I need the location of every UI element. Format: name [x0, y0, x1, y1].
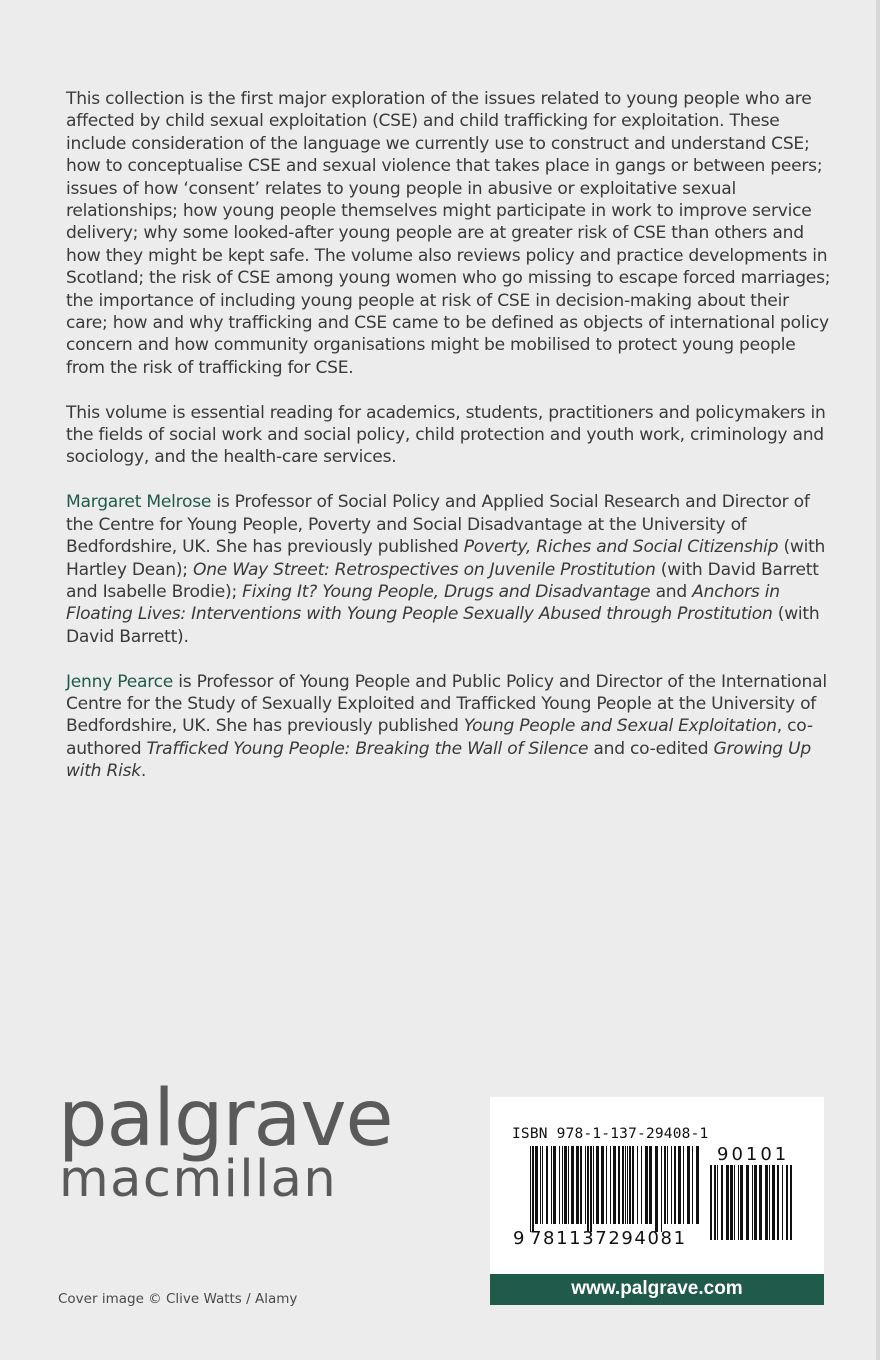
logo-line-palgrave: palgrave	[58, 1074, 393, 1164]
price-addon-digits: 90101	[717, 1144, 790, 1165]
page-edge	[876, 0, 880, 1360]
barcode-bar	[734, 1165, 735, 1240]
barcode-bar	[585, 1146, 586, 1224]
book-title: Trafficked Young People: Breaking the Wall of Silence	[146, 738, 589, 759]
barcode-bar	[532, 1146, 534, 1232]
book-title: One Way Street: Retrospectives on Juvenile Prostitution	[192, 559, 656, 580]
barcode-bar	[590, 1146, 592, 1232]
barcode-bar	[717, 1165, 718, 1240]
barcode-bar	[610, 1146, 611, 1224]
blurb-paragraph-1: This collection is the first major exploration of the issues related to young people who are affected by child sexual exploitation (CSE) and child trafficking for exploitation. These include consideration of the language we currently use to construct and understand CSE; how to conceptualise CSE and sexual violence that takes place in gangs or between peers; issues of how ‘consent’ relates to young people in abusive or exploitative sexual relationships; how young people themselves might participate in work to improve service delivery; why some looked-after young people are at greater risk of CSE than others and how they might be kept safe. The volume also reviews policy and practice developments in Scotland; the risk of CSE among young women who go missing to escape forced marriages; the importance of including young people at risk of CSE in decision-making about their care; how and why trafficking and CSE came to be defined as objects of international policy concern and how community organisations might be mobilised to protect young people from the risk of trafficking for CSE.	[66, 89, 831, 378]
bio-text: is Professor of Social Policy and Applied Social Research and Director of the Centre for Young People, Poverty and Social Disadvantage at the University of Bedfordshire, UK. She has previously published	[66, 492, 810, 558]
publisher-logo	[58, 1074, 393, 1209]
barcode-bar	[576, 1146, 579, 1224]
barcode-bar	[601, 1146, 604, 1224]
barcode-bar	[622, 1146, 624, 1224]
barcode-bar	[714, 1165, 716, 1240]
barcode-bar	[613, 1146, 616, 1224]
barcode-bar	[772, 1165, 775, 1240]
barcode-bar	[730, 1165, 733, 1240]
ean-digits: 781137294081	[530, 1228, 687, 1249]
barcode-bar	[696, 1146, 699, 1224]
book-title: Fixing It? Young People, Drugs and Disadvantage	[242, 581, 651, 602]
author-bio-melrose	[66, 491, 832, 648]
barcode-bar	[553, 1146, 556, 1224]
barcode-bar	[645, 1146, 648, 1224]
barcode-bar	[625, 1146, 626, 1224]
barcode-bar	[671, 1146, 672, 1224]
barcode-bar	[627, 1146, 628, 1224]
isbn-label: ISBN 978-1-137-29408-1	[512, 1126, 709, 1142]
author-bio-pearce	[66, 671, 832, 783]
publisher-website[interactable]: www.palgrave.com	[490, 1274, 824, 1305]
author-name: Margaret Melrose	[66, 492, 212, 513]
barcode-bar	[674, 1146, 676, 1224]
barcode-bar	[746, 1165, 749, 1240]
barcode-bar	[782, 1165, 783, 1240]
barcode-bar	[559, 1146, 560, 1224]
barcode-bar	[759, 1165, 762, 1240]
barcode-bar	[530, 1146, 531, 1232]
back-cover-text	[66, 88, 832, 805]
barcode-bar	[786, 1165, 788, 1240]
barcode-bar	[667, 1146, 668, 1224]
barcode-bar	[678, 1146, 681, 1224]
barcode-bar	[687, 1146, 690, 1224]
book-title: Growing Up with Risk	[66, 738, 811, 782]
barcode-bar	[661, 1146, 662, 1232]
book-title: Poverty, Riches and Social Citizenship	[463, 537, 779, 558]
isbn-barcode	[490, 1097, 824, 1274]
author-name: Jenny Pearce	[66, 671, 174, 692]
barcode-bar	[587, 1146, 589, 1232]
barcode-bar	[596, 1146, 599, 1224]
barcode-bar	[765, 1165, 768, 1240]
barcode-bar	[580, 1146, 582, 1224]
barcode-bar	[664, 1146, 666, 1224]
barcode-bar	[710, 1165, 712, 1240]
barcode-bar	[726, 1165, 729, 1240]
blurb-paragraph-2: This volume is essential reading for academics, students, practitioners and policymakers in the fields of social work and social policy, child protection and youth work, criminology and sociology, and the health-care services.	[66, 402, 826, 468]
barcode-bar	[683, 1146, 684, 1224]
bio-text: (with David Barrett).	[66, 604, 820, 647]
bio-text: , co-authored	[66, 716, 813, 759]
barcode-bar	[637, 1146, 638, 1224]
bio-text: (with David Barrett and Isabelle Brodie);	[66, 559, 819, 602]
barcode-bar	[632, 1146, 634, 1224]
book-title: Anchors in Floating Lives: Interventions with Young People Sexually Abused through Prostitution	[66, 581, 780, 625]
cover-image-credit: Cover image © Clive Watts / Alamy	[58, 1291, 298, 1307]
barcode-bar	[754, 1165, 757, 1240]
barcode-bar	[562, 1146, 563, 1224]
barcode-bar	[738, 1165, 739, 1240]
barcode-bar	[790, 1165, 792, 1240]
barcode-bar	[564, 1146, 567, 1224]
barcode-bar	[649, 1146, 652, 1224]
bio-text: and co-edited	[588, 738, 714, 759]
barcode-bar	[629, 1146, 631, 1224]
barcode-bar	[752, 1165, 753, 1240]
barcode-bar	[542, 1146, 543, 1224]
barcode-bar	[540, 1146, 541, 1224]
barcode-bar	[618, 1146, 620, 1224]
ean-first-digit: 9	[513, 1228, 525, 1249]
barcode-bar	[571, 1146, 574, 1224]
barcode-bar	[777, 1165, 779, 1240]
logo-line-macmillan: macmillan	[59, 1150, 338, 1209]
barcode-bar	[769, 1165, 770, 1240]
barcode-bar	[593, 1146, 594, 1224]
barcode-bar	[546, 1146, 548, 1224]
barcode-bar	[740, 1165, 743, 1240]
book-title: Young People and Sexual Exploitation	[463, 716, 777, 737]
barcode-bar	[655, 1146, 658, 1232]
barcode-bar	[568, 1146, 569, 1224]
bio-text: is Professor of Young People and Public Policy and Director of the International Centre for the Study of Sexually Exploited and Trafficked Young People at the University of Bedfordshire, UK. She has previously published	[66, 671, 827, 737]
barcode-bar	[641, 1146, 642, 1224]
bio-text: .	[140, 761, 147, 782]
bio-text: and	[650, 581, 693, 602]
bio-text: (with Hartley Dean);	[66, 537, 826, 580]
barcode-bar	[535, 1146, 538, 1224]
barcode-bar	[551, 1146, 552, 1224]
barcode-bar	[692, 1146, 693, 1224]
barcode-bar	[721, 1165, 723, 1240]
barcode-bar	[606, 1146, 607, 1224]
